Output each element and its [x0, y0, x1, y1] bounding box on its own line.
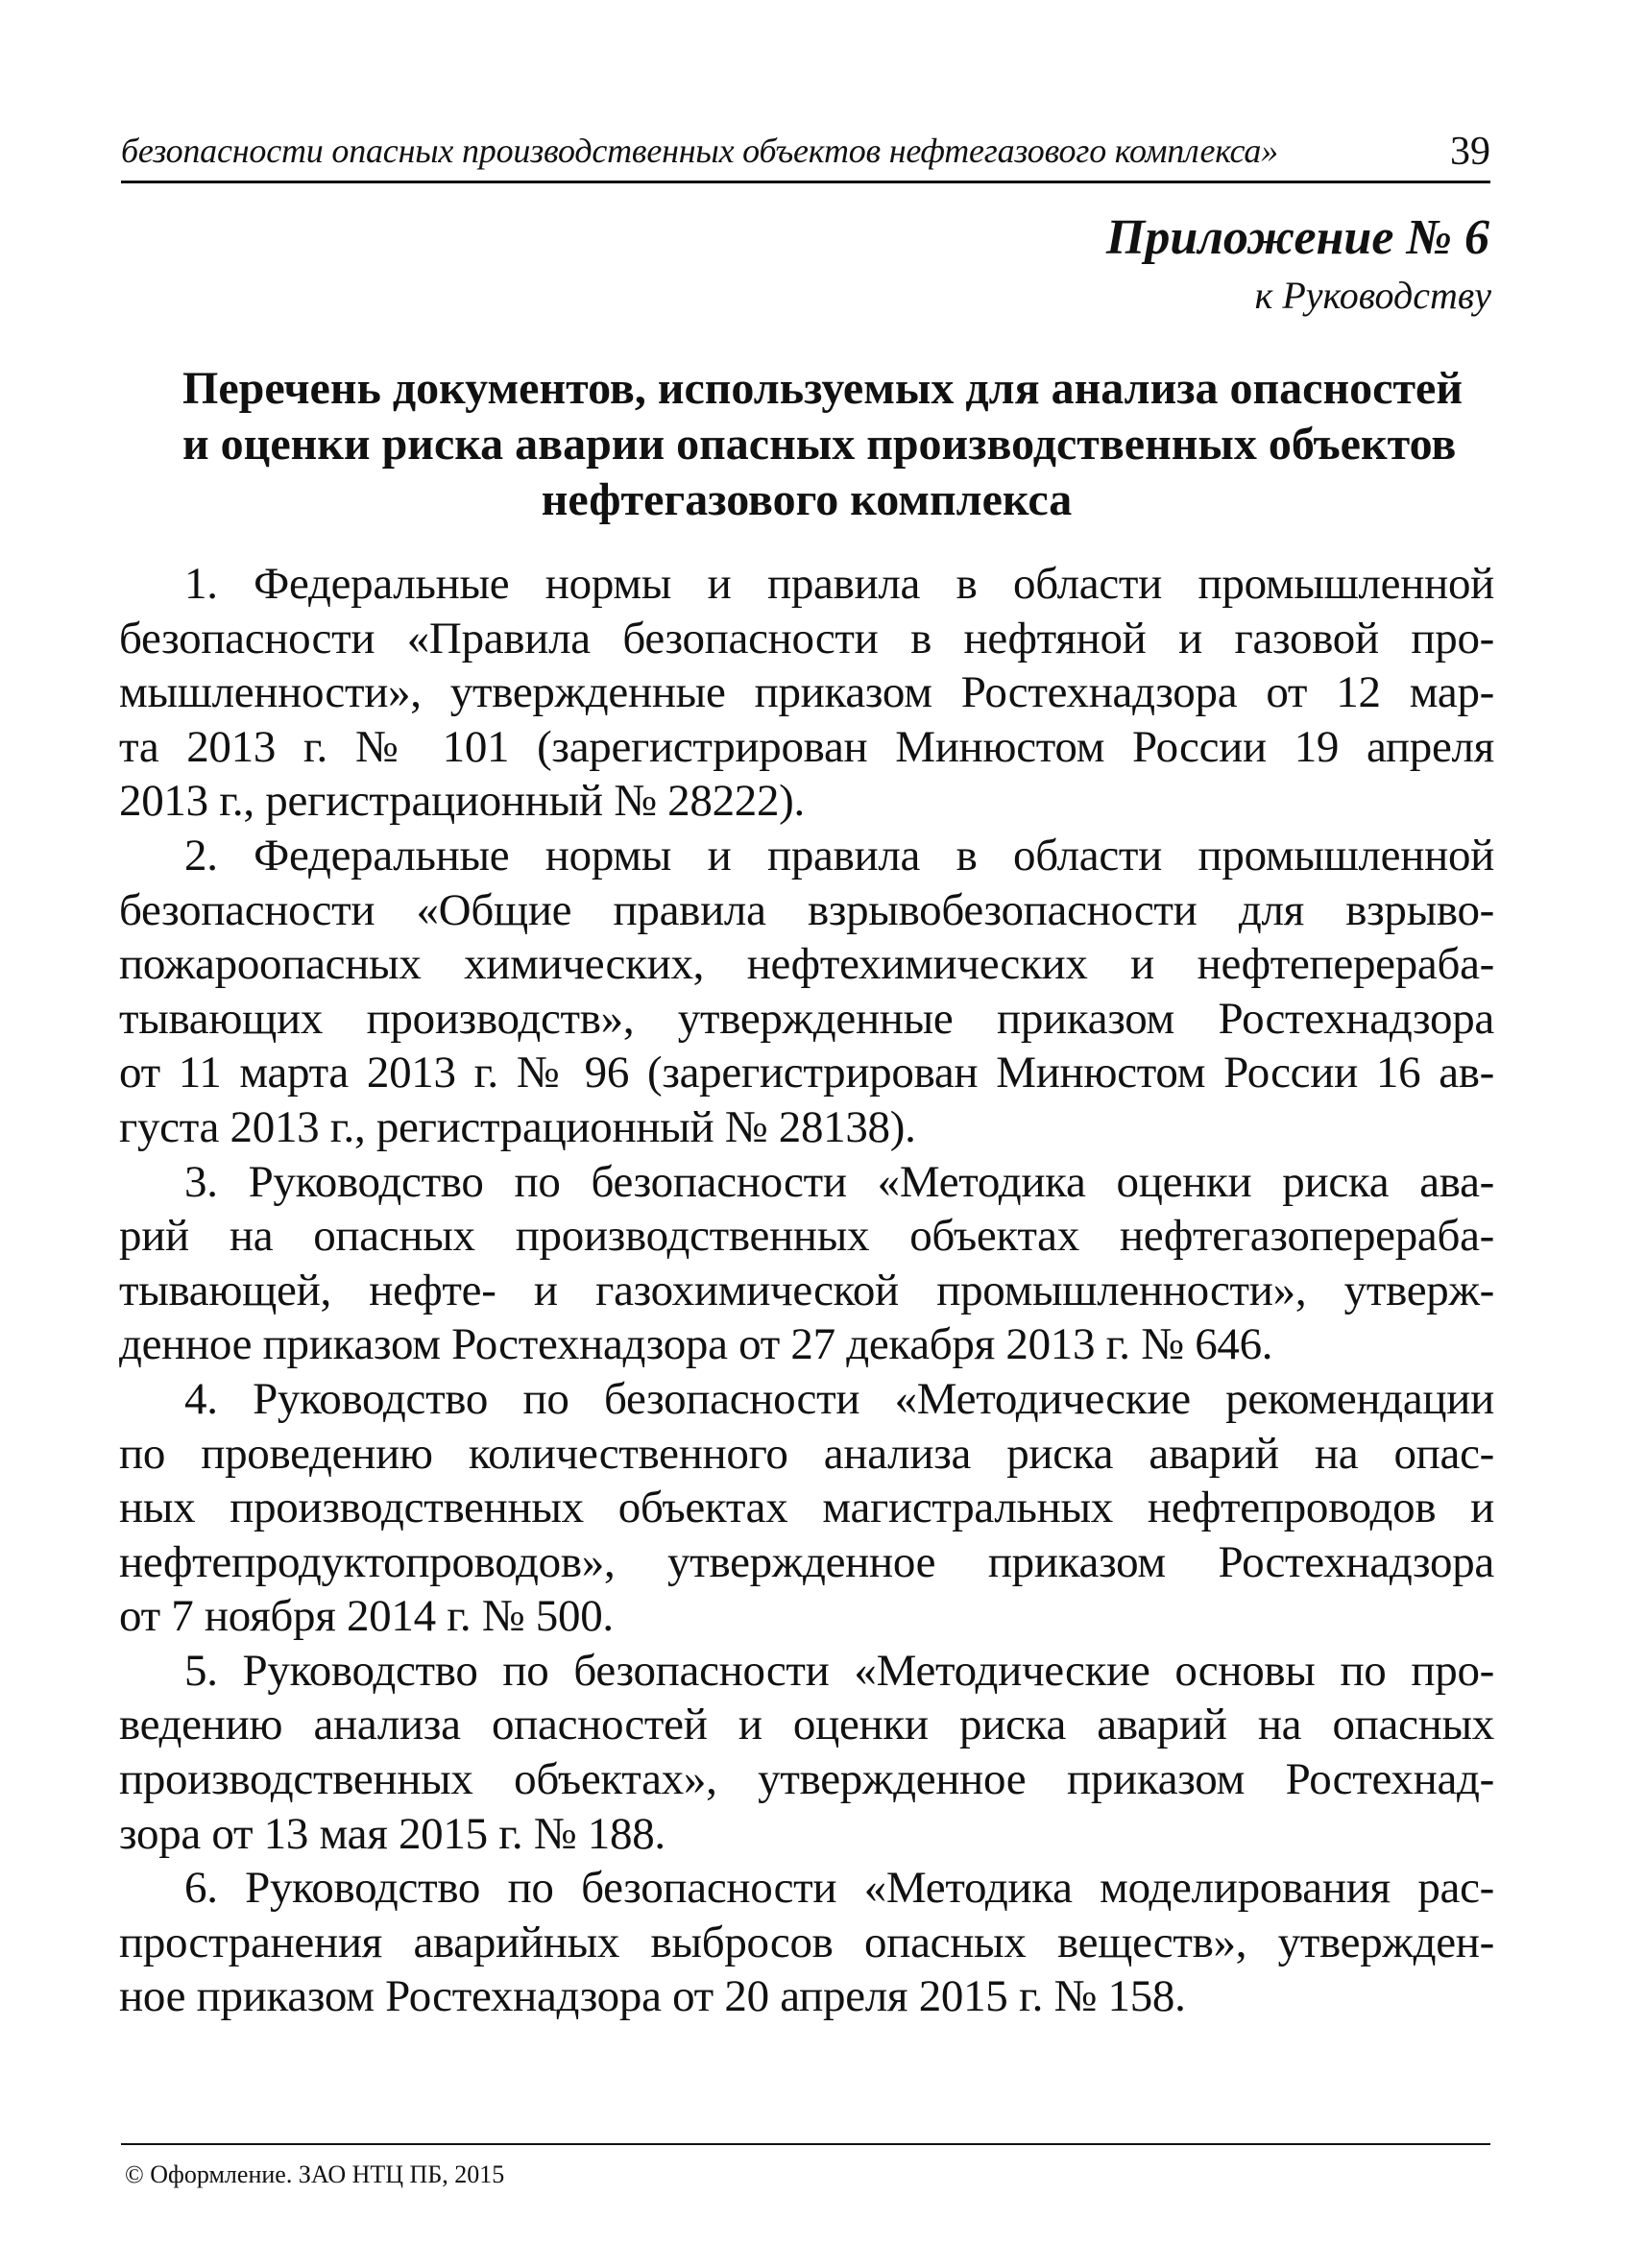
list-item-line: денное приказом Ростехнадзора от 27 декабря 2013 г. № 646. [119, 1319, 1273, 1370]
list-item-line: 2. Федеральные нормы и правила в области промышленной [184, 830, 1494, 881]
list-item-line: рий на опасных производственных объектах нефтегазоперераба- [119, 1211, 1494, 1262]
list-item-line: нефтепродуктопроводов», утвержденное приказом Ростехнадзора [119, 1536, 1494, 1587]
appendix-subtitle: к Руководству [1254, 274, 1491, 317]
list-item-line: ное приказом Ростехнадзора от 20 апреля 2015 г. № 158. [119, 1971, 1186, 2022]
list-item-line: тывающих производств», утвержденные приказом Ростехнадзора [119, 993, 1494, 1044]
document-title-line: Перечень документов, используемых для анализа опасностей [182, 363, 1463, 414]
page-footer [121, 2143, 1490, 2188]
list-item-line: 5. Руководство по безопасности «Методические основы по про- [184, 1645, 1494, 1696]
list-item-line: 1. Федеральные нормы и правила в области промышленной [184, 559, 1494, 609]
list-item-line: густа 2013 г., регистрационный № 28138). [119, 1101, 916, 1152]
list-item-2 [119, 829, 1494, 1155]
copyright-notice: © Оформление. ЗАО НТЦ ПБ, 2015 [125, 2160, 505, 2188]
list-item-3 [119, 1155, 1494, 1372]
running-header [121, 123, 1490, 183]
list-item-line: 2013 г., регистрационный № 28222). [119, 776, 805, 827]
document-title-line: и оценки риска аварии опасных производственных объектов [182, 419, 1457, 470]
list-item-line: от 7 ноября 2014 г. № 500. [119, 1591, 614, 1642]
list-item-line: 4. Руководство по безопасности «Методические рекомендации [184, 1373, 1494, 1424]
list-item-line: пожароопасных химических, нефтехимических и нефтеперераба- [119, 939, 1494, 990]
list-item-line: тывающей, нефте- и газохимической промышленности», утверж- [119, 1265, 1494, 1315]
list-item-line: безопасности «Правила безопасности в нефтяной и газовой про- [119, 613, 1494, 664]
list-item-line: 3. Руководство по безопасности «Методика оценки риска ава- [184, 1156, 1494, 1207]
list-item-1 [119, 557, 1494, 829]
list-item-line: мышленности», утвержденные приказом Ростехнадзора от 12 мар- [119, 667, 1494, 718]
document-title [182, 361, 1463, 528]
document-list [119, 557, 1494, 2024]
list-item-line: ведению анализа опасностей и оценки риска аварий на опасных [119, 1700, 1494, 1750]
document-title-line: нефтегазового комплекса [541, 474, 1073, 525]
page-number: 39 [1450, 130, 1490, 174]
appendix-label: Приложение № 6 [1105, 210, 1489, 265]
list-item-line: производственных объектах», утвержденное приказом Ростехнад- [119, 1754, 1494, 1805]
list-item-5 [119, 1644, 1494, 1861]
list-item-line: безопасности «Общие правила взрывобезопасности для взрыво- [119, 884, 1494, 935]
running-title: безопасности опасных производственных объектов нефтегазового комплекса» [121, 132, 1278, 170]
list-item-line: по проведению количественного анализа риска аварий на опас- [119, 1428, 1494, 1479]
list-item-line: от 11 марта 2013 г. № 96 (зарегистрирован Минюстом России 16 ав- [119, 1048, 1494, 1098]
list-item-line: та 2013 г. № 101 (зарегистрирован Минюстом России 19 апреля [119, 721, 1494, 772]
list-item-line: пространения аварийных выбросов опасных веществ», утвержден- [119, 1917, 1494, 1967]
list-item-line: ных производственных объектах магистральных нефтепроводов и [119, 1483, 1494, 1533]
list-item-6 [119, 1861, 1494, 2024]
list-item-line: зора от 13 мая 2015 г. № 188. [119, 1808, 665, 1859]
list-item-line: 6. Руководство по безопасности «Методика моделирования рас- [184, 1863, 1494, 1914]
list-item-4 [119, 1372, 1494, 1644]
